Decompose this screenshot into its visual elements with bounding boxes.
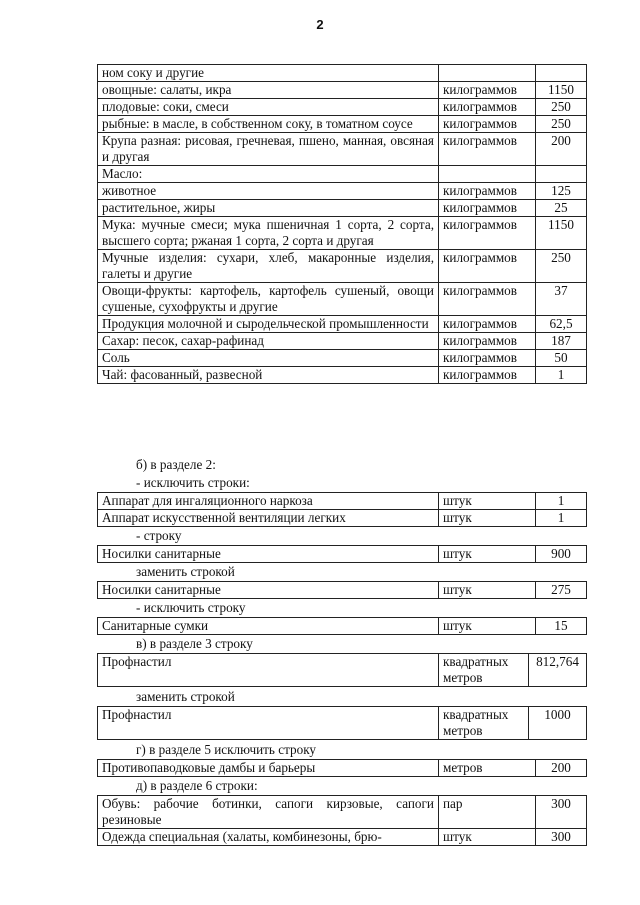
- note-section5: г) в разделе 5 исключить строку: [136, 742, 317, 757]
- table-row: [98, 99, 587, 116]
- cell-name: животное: [98, 183, 439, 200]
- cell-unit: килограммов: [439, 116, 536, 133]
- table-profnastil-new: [97, 706, 587, 740]
- cell-unit: килограммов: [439, 82, 536, 99]
- cell-value: 300: [536, 796, 587, 829]
- cell-name: Санитарные сумки: [98, 618, 439, 635]
- cell-value: 812,764: [529, 654, 587, 687]
- cell-unit: [439, 166, 536, 183]
- cell-name: овощные: салаты, икра: [98, 82, 439, 99]
- cell-value: 62,5: [536, 316, 587, 333]
- cell-name: Аппарат для ингаляционного наркоза: [98, 493, 439, 510]
- cell-value: [536, 65, 587, 82]
- table-row: [98, 65, 587, 82]
- cell-unit: килограммов: [439, 367, 536, 384]
- table-row: [98, 796, 587, 829]
- cell-unit: килограммов: [439, 217, 536, 250]
- note-exclude-row: - исключить строку: [136, 600, 246, 615]
- cell-name: растительное, жиры: [98, 200, 439, 217]
- table-row: [98, 116, 587, 133]
- cell-name: Овощи-фрукты: картофель, картофель сушеный, овощи сушеные, сухофрукты и другие: [98, 283, 439, 316]
- cell-name: ном соку и другие: [98, 65, 439, 82]
- note-replace-row: заменить строкой: [136, 564, 235, 579]
- cell-value: 1: [536, 493, 587, 510]
- cell-value: 1000: [529, 707, 587, 740]
- note-section6: д) в разделе 6 строки:: [136, 778, 258, 793]
- cell-unit: штук: [439, 829, 536, 846]
- cell-value: 250: [536, 250, 587, 283]
- cell-name: Крупа разная: рисовая, гречневая, пшено, манная, овсяная и другая: [98, 133, 439, 166]
- cell-unit: штук: [439, 510, 536, 527]
- cell-value: 15: [536, 618, 587, 635]
- cell-name: Масло:: [98, 166, 439, 183]
- note-exclude-rows: - исключить строки:: [136, 475, 250, 490]
- cell-value: 900: [536, 546, 587, 563]
- table-row: [98, 316, 587, 333]
- table-flood-barriers: [97, 759, 587, 777]
- cell-unit: килограммов: [439, 283, 536, 316]
- table-row: [98, 250, 587, 283]
- cell-value: 1150: [536, 82, 587, 99]
- cell-value: [536, 166, 587, 183]
- cell-value: 1: [536, 510, 587, 527]
- cell-name: Соль: [98, 350, 439, 367]
- cell-unit: штук: [439, 618, 536, 635]
- table-row: [98, 166, 587, 183]
- cell-unit: пар: [439, 796, 536, 829]
- table-stretchers-new: [97, 581, 587, 599]
- cell-value: 1150: [536, 217, 587, 250]
- cell-name: Мучные изделия: сухари, хлеб, макаронные изделия, галеты и другие: [98, 250, 439, 283]
- cell-unit: килограммов: [439, 250, 536, 283]
- table-row: [98, 707, 587, 740]
- table-row: [98, 350, 587, 367]
- cell-unit: килограммов: [439, 316, 536, 333]
- cell-name: Продукция молочной и сыродельческой промышленности: [98, 316, 439, 333]
- cell-value: 200: [536, 760, 587, 777]
- table-profnastil-old: [97, 653, 587, 687]
- cell-unit: килограммов: [439, 350, 536, 367]
- page-number: 2: [316, 17, 324, 32]
- cell-name: Одежда специальная (халаты, комбинезоны, брю-: [98, 829, 439, 846]
- cell-name: рыбные: в масле, в собственном соку, в томатном соусе: [98, 116, 439, 133]
- cell-unit: [439, 65, 536, 82]
- note-row-word: - строку: [136, 528, 182, 543]
- cell-unit: килограммов: [439, 133, 536, 166]
- cell-name: Обувь: рабочие ботинки, сапоги кирзовые, сапоги резиновые: [98, 796, 439, 829]
- table-section6: [97, 795, 587, 846]
- table-row: [98, 546, 587, 563]
- note-section3: в) в разделе 3 строку: [136, 636, 253, 651]
- table-section2-excluded: [97, 492, 587, 527]
- cell-unit: килограммов: [439, 200, 536, 217]
- table-row: [98, 618, 587, 635]
- cell-name: Мука: мучные смеси; мука пшеничная 1 сорта, 2 сорта, высшего сорта; ржаная 1 сорта, 2 сорта и другая: [98, 217, 439, 250]
- cell-unit: штук: [439, 546, 536, 563]
- cell-value: 250: [536, 99, 587, 116]
- cell-name: Носилки санитарные: [98, 582, 439, 599]
- table-row: [98, 82, 587, 99]
- cell-unit: квадратных метров: [439, 707, 529, 740]
- cell-name: Носилки санитарные: [98, 546, 439, 563]
- cell-value: 50: [536, 350, 587, 367]
- table-row: [98, 510, 587, 527]
- table-row: [98, 654, 587, 687]
- table-row: [98, 760, 587, 777]
- cell-name: Противопаводковые дамбы и барьеры: [98, 760, 439, 777]
- note-replace-profnastil: заменить строкой: [136, 689, 235, 704]
- cell-name: Аппарат искусственной вентиляции легких: [98, 510, 439, 527]
- table-row: [98, 283, 587, 316]
- cell-name: Чай: фасованный, развесной: [98, 367, 439, 384]
- cell-name: Сахар: песок, сахар-рафинад: [98, 333, 439, 350]
- cell-name: Профнастил: [98, 707, 439, 740]
- table-row: [98, 200, 587, 217]
- table-provisions: [97, 64, 587, 384]
- cell-value: 37: [536, 283, 587, 316]
- cell-value: 300: [536, 829, 587, 846]
- cell-name: Профнастил: [98, 654, 439, 687]
- cell-unit: штук: [439, 582, 536, 599]
- cell-value: 187: [536, 333, 587, 350]
- table-row: [98, 217, 587, 250]
- cell-unit: метров: [439, 760, 536, 777]
- cell-unit: квадратных метров: [439, 654, 529, 687]
- table-row: [98, 829, 587, 846]
- table-row: [98, 367, 587, 384]
- cell-value: 125: [536, 183, 587, 200]
- cell-unit: штук: [439, 493, 536, 510]
- cell-value: 25: [536, 200, 587, 217]
- cell-value: 1: [536, 367, 587, 384]
- note-section2: б) в разделе 2:: [136, 457, 216, 472]
- table-sanitary-bags: [97, 617, 587, 635]
- cell-value: 200: [536, 133, 587, 166]
- table-row: [98, 333, 587, 350]
- table-row: [98, 133, 587, 166]
- cell-name: плодовые: соки, смеси: [98, 99, 439, 116]
- table-stretchers-old: [97, 545, 587, 563]
- table-row: [98, 493, 587, 510]
- table-row: [98, 582, 587, 599]
- cell-value: 275: [536, 582, 587, 599]
- cell-value: 250: [536, 116, 587, 133]
- cell-unit: килограммов: [439, 99, 536, 116]
- cell-unit: килограммов: [439, 333, 536, 350]
- cell-unit: килограммов: [439, 183, 536, 200]
- table-row: [98, 183, 587, 200]
